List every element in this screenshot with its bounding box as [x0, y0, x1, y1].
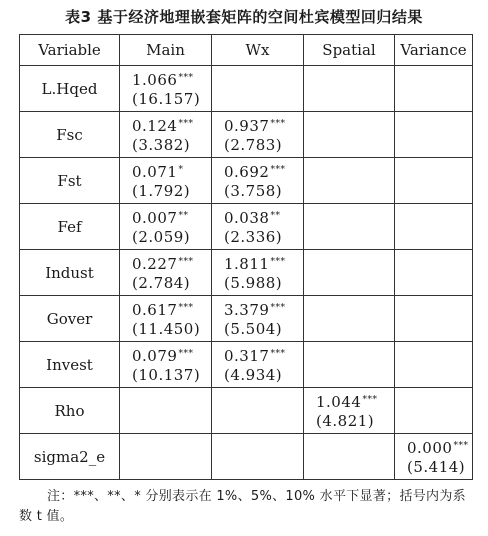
header-main: Main: [120, 35, 212, 66]
main-cell: [120, 296, 212, 342]
spatial-cell: [304, 434, 395, 480]
coefficient-value: 1.811: [224, 254, 270, 273]
table-row: [20, 250, 473, 296]
coefficient-value: 0.079: [132, 346, 178, 365]
t-statistic: (2.336): [224, 227, 283, 246]
t-statistic: (11.450): [132, 319, 201, 338]
significance-stars: ***: [270, 118, 286, 129]
coefficient: [224, 161, 303, 182]
coefficient-value: 0.317: [224, 346, 270, 365]
table-row: [20, 204, 473, 250]
coefficient: [407, 437, 472, 458]
table-row: [20, 112, 473, 158]
main-cell: [120, 342, 212, 388]
main-cell: [120, 434, 212, 480]
spatial-cell: [304, 250, 395, 296]
header-wx: Wx: [212, 35, 304, 66]
header-row: [20, 35, 473, 66]
variable-name: L.Hqed: [20, 66, 120, 112]
significance-stars: **: [270, 210, 281, 221]
spatial-cell: [304, 66, 395, 112]
t-statistic: (10.137): [132, 365, 201, 384]
variance-cell: [395, 112, 473, 158]
wx-cell: [212, 342, 304, 388]
t-statistic: (4.934): [224, 365, 283, 384]
variance-cell: [395, 250, 473, 296]
variable-name: Gover: [20, 296, 120, 342]
coefficient: [132, 299, 211, 320]
wx-cell: [212, 388, 304, 434]
main-cell: [120, 158, 212, 204]
wx-cell: [212, 250, 304, 296]
t-statistic: (4.821): [316, 411, 375, 430]
coefficient-value: 0.937: [224, 116, 270, 135]
spatial-cell: [304, 204, 395, 250]
t-statistic: (5.414): [407, 457, 466, 476]
significance-stars: ***: [453, 440, 469, 451]
table-row: [20, 388, 473, 434]
wx-cell: [212, 112, 304, 158]
main-cell: [120, 204, 212, 250]
significance-stars: ***: [270, 348, 286, 359]
significance-stars: ***: [270, 256, 286, 267]
coefficient-value: 0.038: [224, 208, 270, 227]
significance-stars: **: [178, 210, 189, 221]
table-title: 表3 基于经济地理嵌套矩阵的空间杜宾模型回归结果: [65, 8, 423, 26]
coefficient-value: 0.000: [407, 438, 453, 457]
significance-stars: ***: [178, 118, 194, 129]
significance-stars: ***: [270, 164, 286, 175]
variance-cell: [395, 296, 473, 342]
table-note: 注：***、**、* 分别表示在 1%、5%、10% 水平下显著；括号内为系数 t 值。: [19, 489, 466, 524]
variance-cell: [395, 204, 473, 250]
coefficient-value: 1.044: [316, 392, 362, 411]
t-statistic: (2.783): [224, 135, 283, 154]
significance-stars: ***: [178, 72, 194, 83]
main-cell: [120, 388, 212, 434]
spatial-cell: [304, 158, 395, 204]
coefficient: [224, 299, 303, 320]
variable-name: sigma2_e: [20, 434, 120, 480]
spatial-cell: [304, 342, 395, 388]
t-statistic: (16.157): [132, 89, 201, 108]
coefficient-value: 0.007: [132, 208, 178, 227]
significance-stars: ***: [178, 302, 194, 313]
t-statistic: (1.792): [132, 181, 191, 200]
coefficient: [224, 345, 303, 366]
coefficient-value: 3.379: [224, 300, 270, 319]
coefficient-value: 0.071: [132, 162, 178, 181]
header-spatial: Spatial: [304, 35, 395, 66]
wx-cell: [212, 204, 304, 250]
coefficient-value: 1.066: [132, 70, 178, 89]
spatial-cell: [304, 388, 395, 434]
spatial-cell: [304, 296, 395, 342]
regression-table: [19, 34, 473, 480]
coefficient: [132, 345, 211, 366]
variable-name: Rho: [20, 388, 120, 434]
t-statistic: (2.059): [132, 227, 191, 246]
variance-cell: [395, 342, 473, 388]
table-row: [20, 296, 473, 342]
variable-name: Fef: [20, 204, 120, 250]
wx-cell: [212, 434, 304, 480]
t-statistic: (2.784): [132, 273, 191, 292]
coefficient: [132, 161, 211, 182]
variable-name: Indust: [20, 250, 120, 296]
wx-cell: [212, 66, 304, 112]
significance-stars: ***: [362, 394, 378, 405]
main-cell: [120, 250, 212, 296]
table-row: [20, 434, 473, 480]
header-variance: Variance: [395, 35, 473, 66]
coefficient: [316, 391, 394, 412]
main-cell: [120, 112, 212, 158]
variance-cell: [395, 388, 473, 434]
significance-stars: *: [178, 164, 184, 175]
variable-name: Invest: [20, 342, 120, 388]
coefficient-value: 0.692: [224, 162, 270, 181]
wx-cell: [212, 158, 304, 204]
coefficient-value: 0.124: [132, 116, 178, 135]
variance-cell: [395, 434, 473, 480]
coefficient-value: 0.617: [132, 300, 178, 319]
variable-name: Fsc: [20, 112, 120, 158]
coefficient: [224, 253, 303, 274]
variable-name: Fst: [20, 158, 120, 204]
table-row: [20, 66, 473, 112]
table-row: [20, 342, 473, 388]
coefficient: [224, 115, 303, 136]
t-statistic: (3.758): [224, 181, 283, 200]
coefficient: [132, 115, 211, 136]
wx-cell: [212, 296, 304, 342]
significance-stars: ***: [178, 256, 194, 267]
coefficient: [132, 69, 211, 90]
t-statistic: (3.382): [132, 135, 191, 154]
header-variable: Variable: [20, 35, 120, 66]
significance-stars: ***: [178, 348, 194, 359]
coefficient-value: 0.227: [132, 254, 178, 273]
significance-stars: ***: [270, 302, 286, 313]
table-row: [20, 158, 473, 204]
main-cell: [120, 66, 212, 112]
coefficient: [224, 207, 303, 228]
spatial-cell: [304, 112, 395, 158]
coefficient: [132, 207, 211, 228]
coefficient: [132, 253, 211, 274]
t-statistic: (5.988): [224, 273, 283, 292]
t-statistic: (5.504): [224, 319, 283, 338]
variance-cell: [395, 66, 473, 112]
variance-cell: [395, 158, 473, 204]
